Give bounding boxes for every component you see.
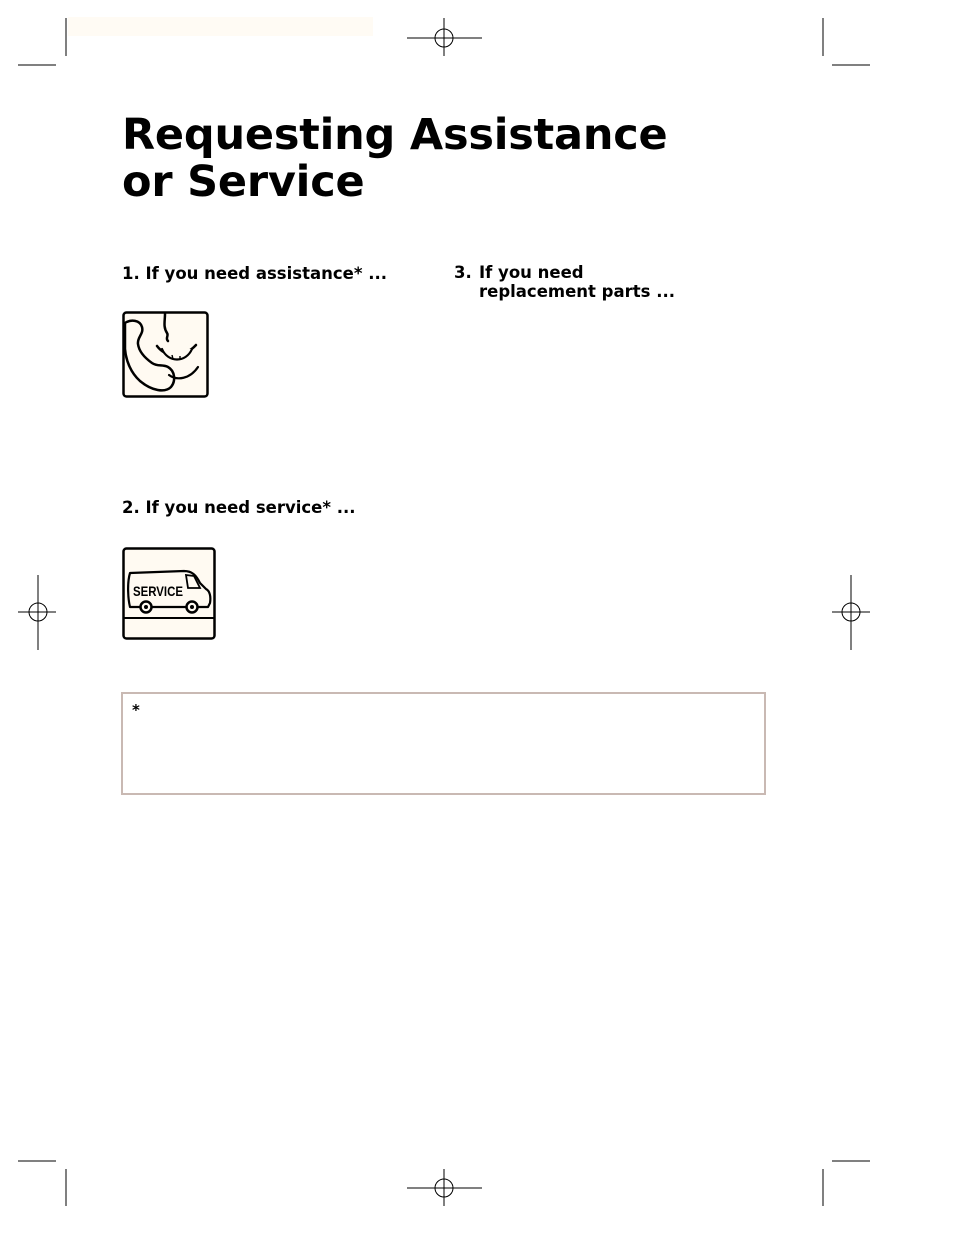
telephone-smiling-face-icon <box>122 311 209 398</box>
registration-mark-bottom <box>407 1169 482 1206</box>
page-title <box>122 112 668 206</box>
footnote-marker: * <box>132 701 140 719</box>
section-2-heading <box>122 498 356 517</box>
registration-mark-left <box>18 575 56 650</box>
registration-mark-top <box>407 18 482 56</box>
service-van-icon <box>122 547 217 641</box>
section-2-number: 2. <box>122 498 140 517</box>
section-1-heading <box>122 264 387 283</box>
section-3-heading <box>454 263 675 301</box>
registration-mark-right <box>832 575 870 650</box>
van-service-text: SERVICE <box>133 583 183 599</box>
footnote-box <box>121 692 766 795</box>
section-3-heading-line-2: replacement parts ... <box>479 282 676 301</box>
section-3-number: 3. <box>454 263 472 282</box>
page-title-line-2: or Service <box>122 157 365 207</box>
section-1-number: 1. <box>122 264 140 283</box>
section-1-heading-text: If you need assistance* ... <box>145 264 387 283</box>
page-title-line-1: Requesting Assistance <box>122 110 668 160</box>
section-2-heading-text: If you need service* ... <box>145 498 356 517</box>
section-3-heading-line-1: If you need <box>479 263 584 282</box>
